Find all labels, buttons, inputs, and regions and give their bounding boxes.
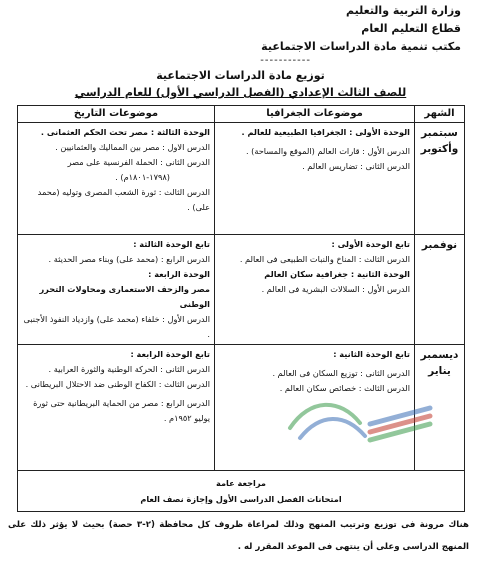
- unit-heading: مصر والزحف الاستعمارى ومحاولات التحرر الوطنى: [39, 284, 210, 309]
- header-dash: -----------: [260, 55, 311, 66]
- table-body: [18, 123, 465, 512]
- lesson-line: الدرس الثانى : تضاريس العالم .: [302, 161, 410, 171]
- table-header-row: [18, 106, 465, 123]
- document-title: [0, 67, 481, 101]
- month-cell: ديسمبر يناير: [415, 345, 465, 471]
- unit-heading: الوحدة الرابعة :: [148, 269, 210, 279]
- lesson-line: الدرس الثالث : المناخ والنبات الطبيعى فى العالم .: [239, 254, 410, 264]
- sector-name: قطاع التعليم العام: [361, 22, 461, 35]
- geography-cell: [215, 345, 415, 471]
- title-line-1: توزيع مادة الدراسات الاجتماعية: [156, 69, 325, 82]
- office-name: مكتب تنمية مادة الدراسات الاجتماعية: [261, 40, 461, 53]
- lesson-line: الدرس الرابع : (محمد على) وبناء مصر الحديثة .: [48, 254, 210, 264]
- lesson-line: الدرس الثانى : توزيع السكان فى العالم .: [272, 368, 410, 378]
- month-cell: سبتمبر وأكتوبر: [415, 123, 465, 235]
- lesson-line: الدرس الأول : قارات العالم (الموقع والمساحة) .: [245, 146, 410, 156]
- table-row: [18, 123, 465, 235]
- history-cell: [18, 123, 215, 235]
- summary-cell: [18, 471, 465, 512]
- history-cell: [18, 235, 215, 345]
- lesson-line: الدرس الثالث : الكفاح الوطنى ضد الاحتلال البريطانى .: [25, 379, 210, 389]
- month-cell: نوفمبر: [415, 235, 465, 345]
- document-header: [211, 2, 461, 66]
- unit-heading: تابع الوحدة الثانية :: [333, 349, 410, 359]
- unit-heading: الوحدة الأولى : الجغرافيا الطبيعية للعالم .: [241, 127, 410, 137]
- footer-note: هناك مرونة فى توزيع وترتيب المنهج وذلك لمراعاة ظروف كل محافظة (٢-٣ حصة) بحيث لا يؤثر ذلك على المنهج الدراسى وعلى أن ينتهى فى الموعد المقرر له .: [8, 520, 469, 552]
- unit-heading: الوحدة الثالثة : مصر تحت الحكم العثمانى .: [40, 127, 210, 137]
- lesson-line: الدرس الثانى : الحركة الوطنية والثورة العرابية .: [48, 364, 210, 374]
- exams-note: امتحانات الفصل الدراسى الأول وإجازة نصف العام: [140, 494, 342, 504]
- history-cell: [18, 345, 215, 471]
- header-month: الشهر: [415, 106, 465, 123]
- summary-row: [18, 471, 465, 512]
- lesson-line: الدرس الثالث : ثورة الشعب المصرى وتوليه (محمد على) .: [37, 187, 210, 212]
- title-line-2: للصف الثالث الإعدادي (الفصل الدراسي الأول) للعام الدراسي: [74, 86, 407, 99]
- geography-cell: [215, 123, 415, 235]
- lesson-line: الدرس الأول : خلفاء (محمد على) وازدياد النفوذ الأجنبى .: [23, 314, 210, 339]
- header-history: موضوعات التاريخ: [18, 106, 215, 123]
- lesson-line: الدرس الأول : السلالات البشرية فى العالم .: [261, 284, 410, 294]
- geography-cell: [215, 235, 415, 345]
- general-review: مراجعة عامة: [215, 478, 266, 488]
- lesson-line: (١٧٩٨-١٨٠١م) .: [115, 172, 170, 182]
- ministry-name: وزارة التربية والتعليم: [346, 4, 461, 17]
- unit-heading: تابع الوحدة الثالثة :: [133, 239, 210, 249]
- unit-heading: تابع الوحدة الرابعة :: [130, 349, 210, 359]
- distribution-table: [17, 105, 465, 512]
- lesson-line: الدرس الثانى : الحملة الفرنسية على مصر: [67, 157, 210, 167]
- table-row: [18, 235, 465, 345]
- lesson-line: الدرس الاول : مصر بين المماليك والعثمانيين .: [55, 142, 210, 152]
- unit-heading: الوحدة الثانية : جغرافية سكان العالم: [264, 269, 410, 279]
- lesson-line: الدرس الثالث : خصائص سكان العالم .: [279, 383, 410, 393]
- table-row: [18, 345, 465, 471]
- lesson-line: الدرس الرابع : مصر من الحماية البريطانية حتى ثورة يوليو ١٩٥٢م .: [33, 398, 210, 423]
- header-geography: موضوعات الجغرافيا: [215, 106, 415, 123]
- unit-heading: تابع الوحدة الأولى :: [331, 239, 410, 249]
